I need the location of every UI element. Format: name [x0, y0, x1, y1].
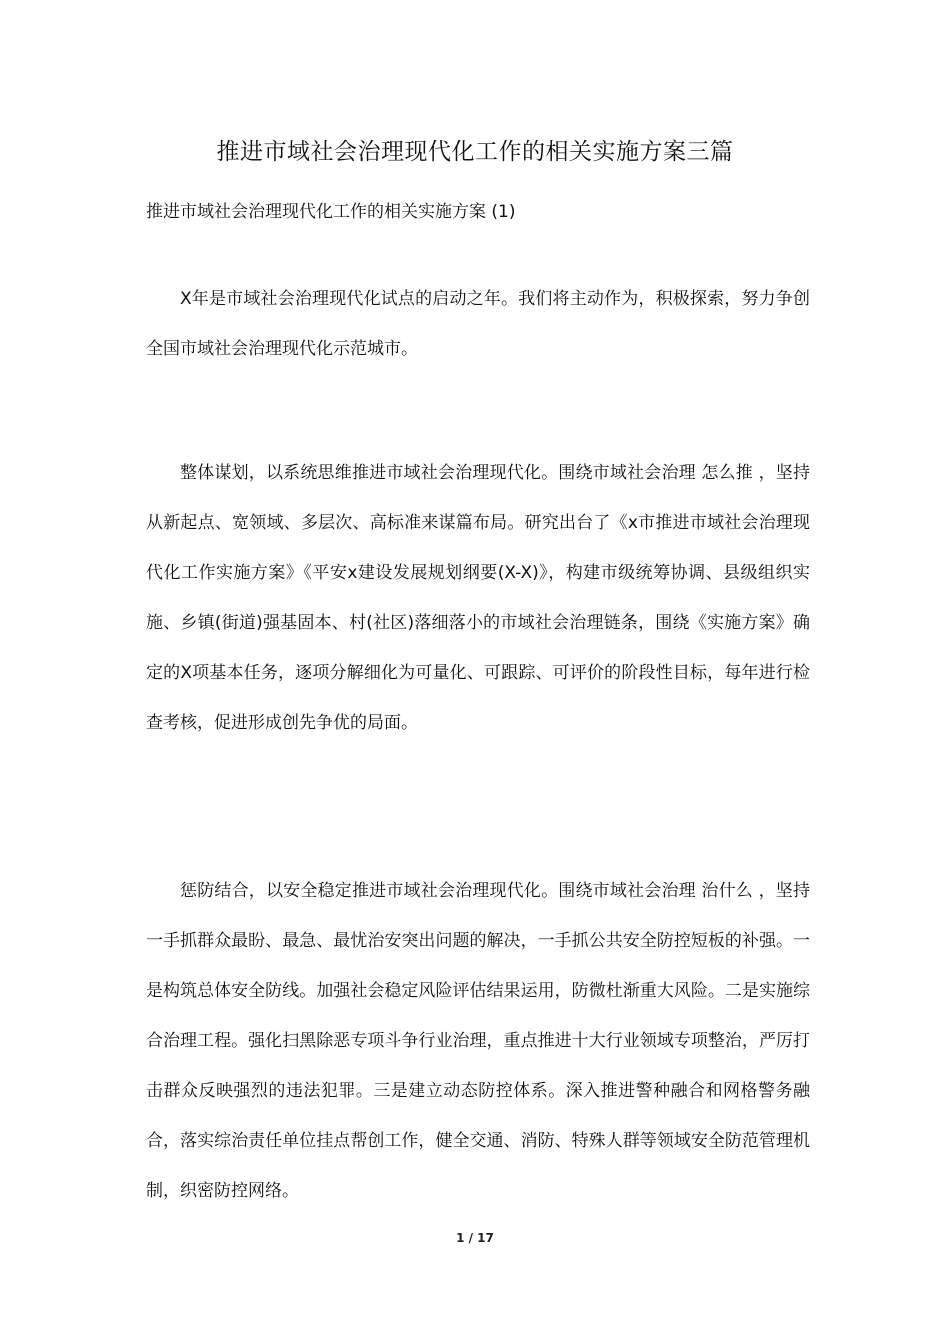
section-heading: 推进市域社会治理现代化工作的相关实施方案 (1): [146, 202, 516, 222]
document-title: 推进市域社会治理现代化工作的相关实施方案三篇: [216, 139, 734, 165]
paragraph-intro: X年是市域社会治理现代化试点的启动之年。我们将主动作为，积极探索，努力争创全国市域社会治理现代化示范城市。: [146, 289, 810, 359]
paragraph-prevention: 惩防结合，以安全稳定推进市域社会治理现代化。围绕市域社会治理 治什么 ，坚持一手抓群众最盼、最急、最忧治安突出问题的解决，一手抓公共安全防控短板的补强。一是构筑总体安全防线。加强社会稳定风险评估结果运用，防微杜渐重大风险。二是实施综合治理工程。强化扫黑除恶专项斗争行业治理，重点推进十大行业领域专项整治，严厉打击群众反映强烈的违法犯罪。三是建立动态防控体系。深入推进警种融合和网格警务融合，落实综治责任单位挂点帮创工作，健全交通、消防、特殊人群等领域安全防范管理机制，织密防控网络。: [146, 881, 810, 1201]
page-number: 1 / 17: [456, 1231, 494, 1245]
paragraph-planning: 整体谋划，以系统思维推进市域社会治理现代化。围绕市域社会治理 怎么推 ，坚持从新起点、宽领域、多层次、高标准来谋篇布局。研究出台了《x市推进市域社会治理现代化工作实施方案》《平安x建设发展规划纲要(X-X)》，构建市级统筹协调、县级组织实施、乡镇(街道)强基固本、村(社区)落细落小的市域社会治理链条，围绕《实施方案》确定的X项基本任务，逐项分解细化为可量化、可跟踪、可评价的阶段性目标，每年进行检查考核，促进形成创先争优的局面。: [146, 463, 810, 733]
